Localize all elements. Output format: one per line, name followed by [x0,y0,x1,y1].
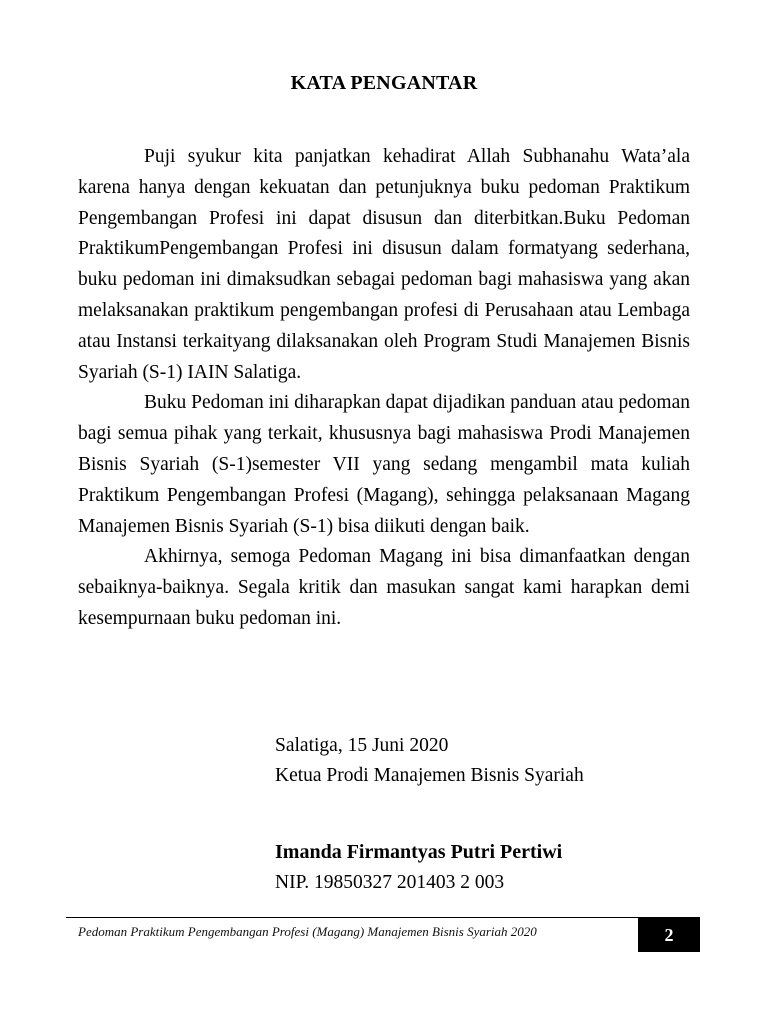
signature-block [275,731,584,791]
signature-place-date: Salatiga, 15 Juni 2020 [275,735,449,756]
paragraph-closing: Akhirnya, semoga Pedoman Magang ini bisa dimanfaatkan dengan sebaiknya-baiknya. Segala kritik dan masukan sangat kami harapkan demi kesempurnaan buku pedoman ini. [78,546,690,629]
signature-position: Ketua Prodi Manajemen Bisnis Syariah [275,765,584,786]
page-number: 2 [638,918,700,952]
signature-name: Imanda Firmantyas Putri Pertiwi [275,841,563,863]
paragraph-opening: Puji syukur kita panjatkan kehadirat Allah Subhanahu Wata’ala karena hanya dengan kekuatan dan petunjuknya buku pedoman Praktikum Pengembangan Profesi ini dapat disusun dan diterbitkan.Buku Pedoman PraktikumPengembangan Profesi ini disusun dalam formatyang sederhana, buku pedoman ini dimaksudkan sebagai pedoman bagi mahasiswa yang akan melaksanakan praktikum pengembangan profesi di Perusahaan atau Lembaga atau Instansi terkaityang dilaksanakan oleh Program Studi Manajemen Bisnis Syariah (S-1) IAIN Salatiga. [78,146,690,383]
paragraph-purpose: Buku Pedoman ini diharapkan dapat dijadikan panduan atau pedoman bagi semua pihak yang terkait, khususnya bagi mahasiswa Prodi Manajemen Bisnis Syariah (S-1)semester VII yang sedang mengambil mata kuliah Praktikum Pengembangan Profesi (Magang), sehingga pelaksanaan Magang Manajemen Bisnis Syariah (S-1) bisa diikuti dengan baik. [78,392,690,537]
footer-running-title: Pedoman Praktikum Pengembangan Profesi (Magang) Manajemen Bisnis Syariah 2020 [78,924,537,939]
footer-divider [66,917,700,918]
page-title: KATA PENGANTAR [290,72,478,94]
body-text [78,142,690,635]
signature-nip: NIP. 19850327 201403 2 003 [275,872,505,893]
